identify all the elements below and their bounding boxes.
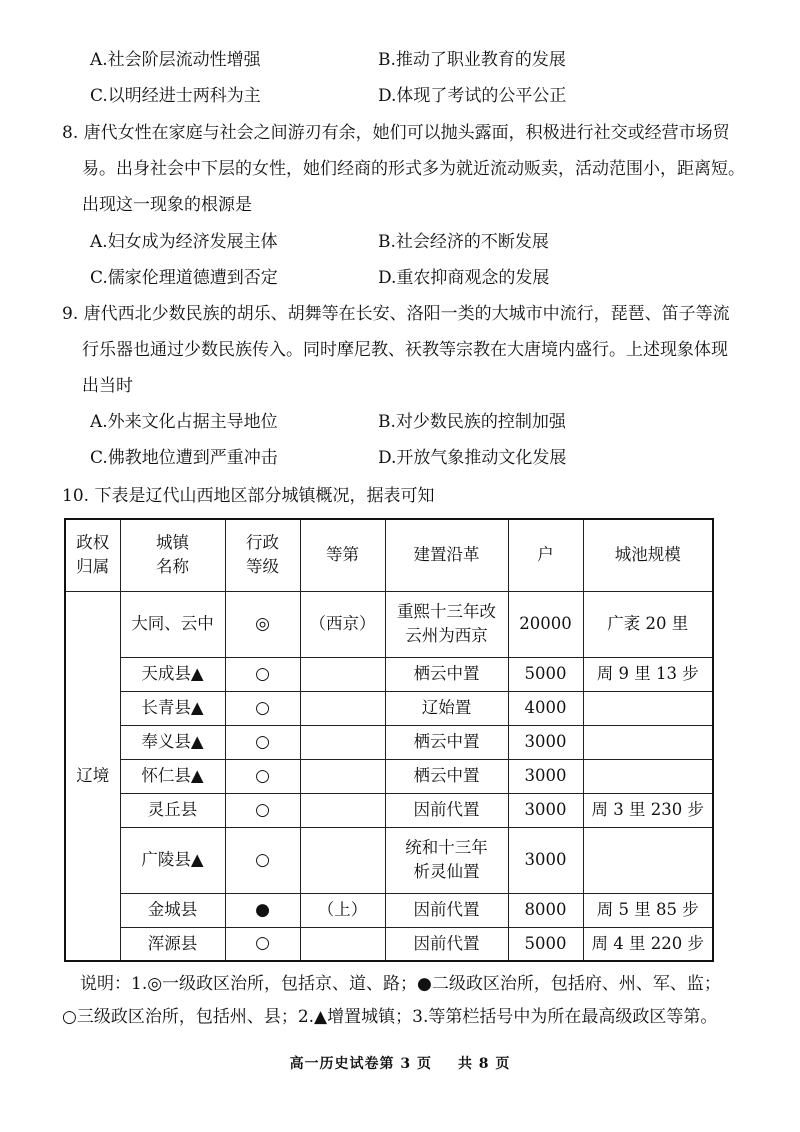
q8-stem-line2: 易。出身社会中下层的女性，她们经商的形式多为就近流动贩卖，活动范围小，距离短。 — [82, 159, 745, 179]
q8-stem-line1: 8. 唐代女性在家庭与社会之间游刃有余，她们可以抛头露面，积极进行社交或经营市场贸 — [62, 123, 730, 143]
table-row — [65, 793, 713, 827]
cell-history: 辽始置 — [385, 691, 508, 725]
cell-history: 栖云中置 — [385, 725, 508, 759]
header-rank: 等第 — [300, 519, 385, 591]
cell-name: 金城县 — [120, 893, 225, 927]
q8-option-a: A.妇女成为经济发展主体 — [90, 232, 278, 252]
cell-households: 3000 — [508, 793, 583, 827]
cell-households: 5000 — [508, 657, 583, 691]
q9-stem-line2: 行乐器也通过少数民族传入。同时摩尼教、祆教等宗教在大唐境内盛行。上述现象体现 — [82, 340, 728, 360]
header-regime: 政权 归属 — [65, 519, 120, 591]
cell-scale — [583, 827, 713, 893]
cell-rank — [300, 927, 385, 961]
cell-level: ○ — [225, 793, 300, 827]
header-admin-level: 行政 等级 — [225, 519, 300, 591]
cell-level: ◎ — [225, 591, 300, 657]
liao-towns-table — [64, 518, 714, 962]
table-row — [65, 893, 713, 927]
cell-history: 栖云中置 — [385, 657, 508, 691]
cell-name: 怀仁县▲ — [120, 759, 225, 793]
table-row — [65, 591, 713, 657]
cell-rank — [300, 657, 385, 691]
cell-households: 5000 — [508, 927, 583, 961]
header-households: 户 — [508, 519, 583, 591]
q7-option-d: D.体现了考试的公平公正 — [378, 86, 567, 106]
cell-level: ○ — [225, 657, 300, 691]
table-row — [65, 725, 713, 759]
footer-page-number: 高一历史试卷第 3 页 — [289, 1056, 433, 1072]
cell-history: 栖云中置 — [385, 759, 508, 793]
cell-households: 3000 — [508, 725, 583, 759]
cell-households: 8000 — [508, 893, 583, 927]
q9-option-a: A.外来文化占据主导地位 — [90, 412, 278, 432]
q10-stem-line1: 10. 下表是辽代山西地区部分城镇概况，据表可知 — [62, 486, 435, 506]
cell-level: ○ — [225, 827, 300, 893]
page-footer — [0, 1053, 800, 1073]
cell-rank: （上） — [300, 893, 385, 927]
cell-name: 灵丘县 — [120, 793, 225, 827]
header-city-scale: 城池规模 — [583, 519, 713, 591]
q7-option-c: C.以明经进士两科为主 — [90, 86, 261, 106]
q7-option-b: B.推动了职业教育的发展 — [378, 50, 566, 70]
cell-name: 奉义县▲ — [120, 725, 225, 759]
table-header-row — [65, 519, 713, 591]
cell-name: 天成县▲ — [120, 657, 225, 691]
cell-name: 大同、云中 — [120, 591, 225, 657]
cell-name: 长青县▲ — [120, 691, 225, 725]
cell-history: 因前代置 — [385, 893, 508, 927]
cell-scale: 广袤 20 里 — [583, 591, 713, 657]
cell-scale: 周 3 里 230 步 — [583, 793, 713, 827]
q8-option-d: D.重农抑商观念的发展 — [378, 268, 550, 288]
cell-name: 浑源县 — [120, 927, 225, 961]
cell-rank: （西京） — [300, 591, 385, 657]
cell-households: 4000 — [508, 691, 583, 725]
cell-scale: 周 5 里 85 步 — [583, 893, 713, 927]
table-row — [65, 759, 713, 793]
table-notes-line2: ○三级政区治所，包括州、县；2.▲增置城镇；3.等第栏括号中为所在最高级政区等第。 — [62, 1007, 718, 1027]
cell-households: 3000 — [508, 759, 583, 793]
cell-rank — [300, 827, 385, 893]
cell-level: ○ — [225, 725, 300, 759]
cell-scale — [583, 691, 713, 725]
cell-scale: 周 9 里 13 步 — [583, 657, 713, 691]
table-row — [65, 927, 713, 961]
cell-households: 20000 — [508, 591, 583, 657]
cell-scale — [583, 725, 713, 759]
cell-rank — [300, 759, 385, 793]
cell-scale — [583, 759, 713, 793]
cell-rank — [300, 793, 385, 827]
cell-households: 3000 — [508, 827, 583, 893]
q7-option-a: A.社会阶层流动性增强 — [90, 50, 261, 70]
q9-option-b: B.对少数民族的控制加强 — [378, 412, 566, 432]
q8-option-b: B.社会经济的不断发展 — [378, 232, 549, 252]
cell-history: 重熙十三年改 云州为西京 — [385, 591, 508, 657]
table-row — [65, 691, 713, 725]
table-notes-line1: 说明：1.◎一级政区治所，包括京、道、路；●二级政区治所，包括府、州、军、监； — [80, 974, 721, 994]
footer-total-pages: 共 8 页 — [457, 1056, 511, 1072]
cell-name: 广陵县▲ — [120, 827, 225, 893]
cell-rank — [300, 725, 385, 759]
cell-level: ● — [225, 893, 300, 927]
header-town-name: 城镇 名称 — [120, 519, 225, 591]
cell-history: 因前代置 — [385, 927, 508, 961]
cell-history: 因前代置 — [385, 793, 508, 827]
q8-stem-line3: 出现这一现象的根源是 — [82, 195, 252, 215]
q9-option-d: D.开放气象推动文化发展 — [378, 448, 567, 468]
cell-regime: 辽境 — [65, 591, 120, 961]
cell-level: ○ — [225, 759, 300, 793]
table-row — [65, 827, 713, 893]
q8-option-c: C.儒家伦理道德遭到否定 — [90, 268, 278, 288]
cell-level: ○ — [225, 691, 300, 725]
header-history: 建置沿革 — [385, 519, 508, 591]
cell-rank — [300, 691, 385, 725]
q9-option-c: C.佛教地位遭到严重冲击 — [90, 448, 278, 468]
q9-stem-line3: 出当时 — [82, 376, 133, 396]
q9-stem-line1: 9. 唐代西北少数民族的胡乐、胡舞等在长安、洛阳一类的大城市中流行，琵琶、笛子等流 — [62, 304, 730, 324]
table-row — [65, 657, 713, 691]
cell-scale: 周 4 里 220 步 — [583, 927, 713, 961]
cell-history: 统和十三年 析灵仙置 — [385, 827, 508, 893]
cell-level: ○ — [225, 927, 300, 961]
